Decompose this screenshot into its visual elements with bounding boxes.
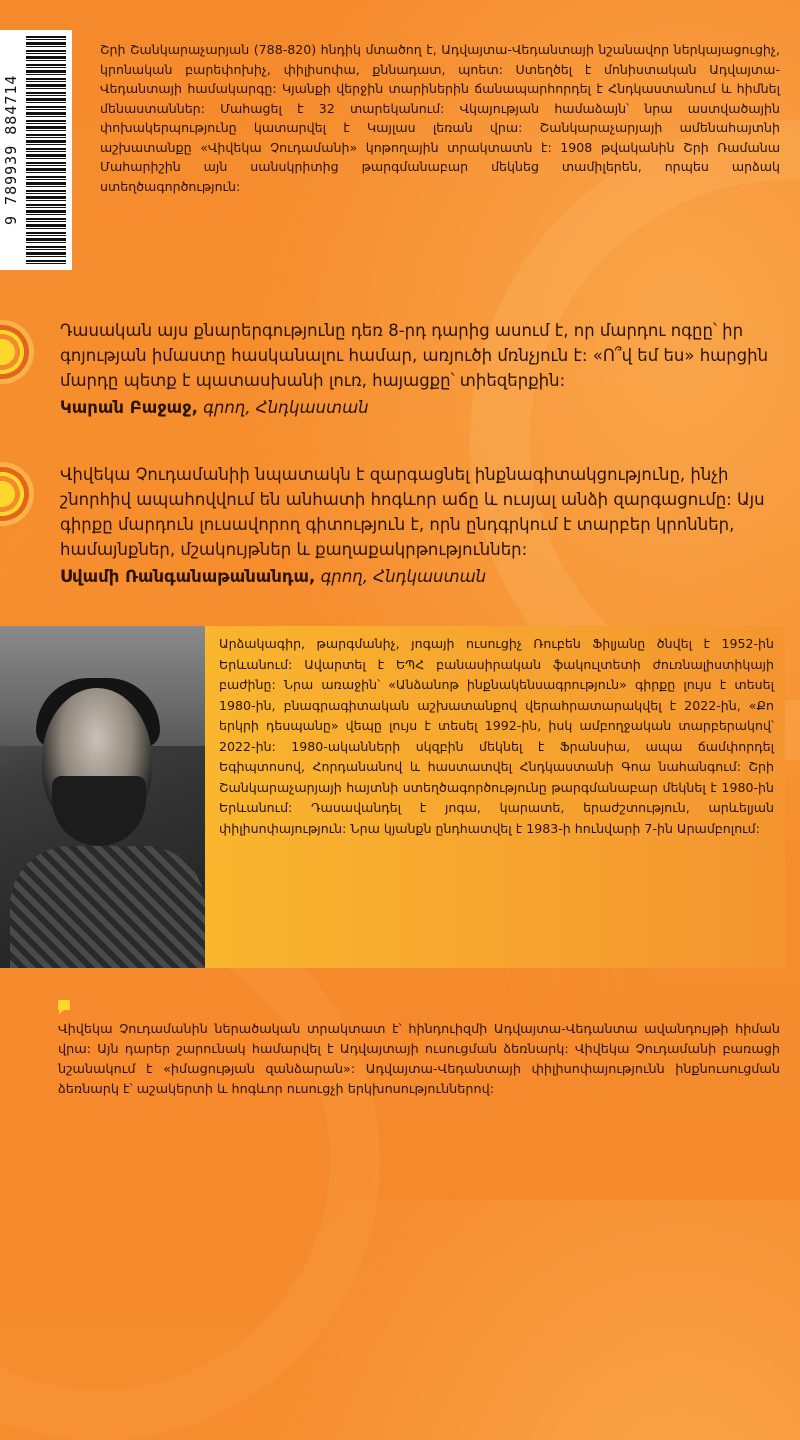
author-photo bbox=[0, 626, 205, 968]
closing-paragraph: Վիվեկա Չուդամանին ներածական տրակտատ է՝ հինդուիզմի Ադվայտա-Վեդանտա ավանդույթի հիման վրա: Այն դարեր շարունակ համարվել է Ադվայտայի ուսուցման ձեռնարկ: Վիվեկա Չուդամանի բառացի նշանակում է «իմացության զանձարան»: Ադվայտա-Վեդանտայի փիլիսոփայությունն ինքնուսուցման ձեռնարկ է՝ աշակերտի և հոգևոր ուսուցչի երկխոսություններով: bbox=[58, 1022, 780, 1097]
quote-role: գրող, Հնդկաստան bbox=[320, 567, 487, 586]
barcode-digits: 9 789939 884714 bbox=[2, 74, 20, 226]
quote-block-2 bbox=[60, 462, 780, 589]
isbn-barcode bbox=[0, 30, 72, 270]
speech-bubble-icon bbox=[58, 1000, 70, 1010]
quote-author: Սվամի Ռանգանաթանանդա, bbox=[60, 567, 316, 586]
quote-block-1 bbox=[60, 318, 780, 420]
quote-author: Կարան Բաջաջ, bbox=[60, 398, 198, 417]
circle-ornament-2 bbox=[0, 462, 34, 526]
quote-text: Դասական այս քնարերգությունը դեռ 8-րդ դարից ասում է, որ մարդու ոգըը՝ իր գոյության իմաստը հասկանալու համար, առյուծի մռնչյուն է: «Ո՞վ եմ ես» հարցին մարդը պետք է պատասխանի լուռ, հայացքը՝ տիեզերքին: bbox=[60, 321, 769, 390]
author-bio-text: Արձակագիր, թարգմանիչ, յոգայի ուսուցիչ Ռուբեն Ֆիլյանը ծնվել է 1952-ին Երևանում: Ավարտել է ԵՊՀ բանասիրական ֆակուլտետի ժուռնալիստիկայի բաժինը: Նրա առաջին՝ «Անձանոթ ինքնակենսագրություն» գիրքը լույս է տեսել 1980-ին, բնագրագիտական աշխատանքով վերահրատարակվել է 2022-ին, «Քո երկրի դեսպանը» վեպը լույս է տեսել 1992-ին, իսկ ամբողջական տարբերակով՝ 2022-ին: 1980-ականների սկզբին մեկնել է Ֆրանսիա, ապա ճամփորդել Եգիպտոսով, Հորդանանով և հաստատվել Հնդկաստանի Գոա նահանգում: Շրի Շանկարաչարյայի հայտնի ստեղծագործությունը թարգմանաբար մեկնել է 1980-ին Երևանում: Դասավանդել է յոգա, կարատե, երաժշտություն, արևելյան փիլիսոփայություն: Նրա կյանքն ընդհատվել է 1983-ի հունվարի 7-ին Արամբոլում: bbox=[219, 636, 774, 836]
circle-ornament-1 bbox=[0, 320, 34, 384]
quote-role: գրող, Հնդկաստան bbox=[203, 398, 369, 417]
intro-paragraph: Շրի Շանկարաչարյան (788-820) հնդիկ մտածող է, Ադվայտա-Վեդանտայի նշանավոր ներկայացուցիչ, կրոնական բարեփոխիչ, փիլիսոփա, քննադատ, պոետ: Ստեղծել է մոնիստական Ադվայտա-Վեդանտայի համակարգը: Կյանքի վերջին տարիներին ճանապարհորդել է Հնդկաստանում և հիմնել մենաստաններ: Մահացել է 32 տարեկանում: Վկայության համաձայն՝ նրա աստվածային փոխակերպությունը կատարվել է Կայլաս լեռան վրա: Շանկարաչարյայի ամենահայտնի աշխատանքը «Վիվեկա Չուդամանի» կոթողային տրակտատն է: 1908 թվականին Շրի Ռամանա Մահարիշին այն սանսկրիտից թարգմանաբար մեկնեց տամիլերեն, որպես արձակ ստեղծագործություն: bbox=[100, 42, 780, 194]
barcode-bars bbox=[26, 36, 66, 264]
quote-text: Վիվեկա Չուդամանիի նպատակն է զարգացնել ինքնագիտակցությունը, ինչի շնորհիվ ապահովվում են անհատի հոգևոր աճը և ուսյալ անձի զարգացումը: Այս գիրքը մարդուն լուսավորող գիտություն է, որն ընդգրկում է տարբեր կրոններ, համայնքներ, մշակույթներ և քաղաքակրթություններ: bbox=[60, 465, 765, 559]
author-bio-panel bbox=[205, 626, 785, 968]
